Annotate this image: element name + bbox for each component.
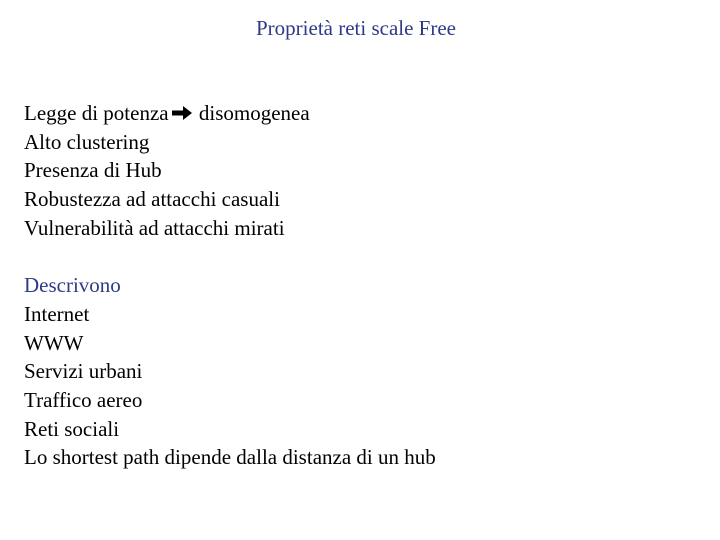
property-power-law-right: disomogenea [193,101,310,125]
application-item: Reti sociali [24,416,120,441]
property-item: Presenza di Hub [24,158,162,183]
right-arrow-icon [171,105,193,121]
property-item: Robustezza ad attacchi casuali [24,187,280,212]
property-power-law-left: Legge di potenza [24,101,169,125]
section-spacer [24,242,704,271]
slide-body [24,99,704,472]
property-item: Alto clustering [24,129,150,154]
property-power-law [24,99,704,128]
application-item: Lo shortest path dipende dalla distanza di un hub [24,445,436,470]
applications-heading: Descrivono [24,273,121,298]
property-item: Vulnerabilità ad attacchi mirati [24,215,285,240]
application-item: Internet [24,301,90,326]
application-item: Servizi urbani [24,359,143,384]
slide-title: Proprietà reti scale Free [256,16,456,40]
application-item: Traffico aereo [24,387,143,412]
application-item: WWW [24,330,84,355]
